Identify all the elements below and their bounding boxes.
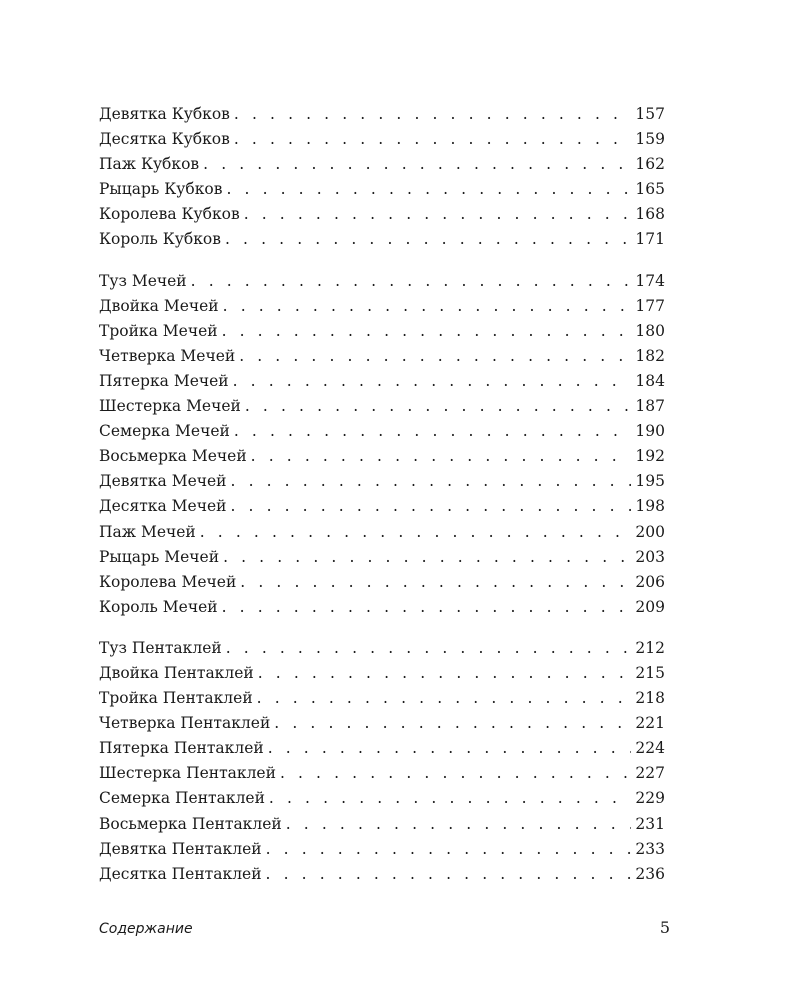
toc-entry-page: 203 (635, 547, 665, 566)
toc-entry-page: 233 (635, 839, 665, 858)
dot-leader (244, 202, 632, 227)
running-title: Содержание (99, 921, 193, 937)
toc-entry-title: Девятка Кубков (99, 105, 230, 123)
dot-leader (286, 812, 632, 837)
toc-entry-title: Десятка Мечей (99, 497, 227, 516)
dot-leader (266, 837, 632, 862)
page-footer (99, 918, 670, 937)
toc-entry-page: 198 (635, 497, 665, 516)
toc-entry-page: 174 (635, 271, 665, 290)
dot-leader (203, 152, 631, 177)
toc-entry-page: 159 (635, 130, 665, 149)
toc-entry-title: Десятка Пентаклей (99, 864, 262, 883)
toc-entry-title: Король Мечей (99, 597, 218, 616)
toc-entry-page: 229 (635, 789, 665, 808)
toc-entry-page: 184 (635, 371, 665, 390)
toc-entry[interactable] (99, 636, 665, 661)
dot-leader (231, 469, 632, 494)
toc-entry[interactable] (99, 102, 665, 127)
toc-entry-title: Двойка Мечей (99, 296, 219, 315)
toc-entry-page: 171 (635, 230, 665, 249)
toc-entry[interactable] (99, 862, 665, 887)
toc-entry-title: Тройка Мечей (99, 321, 218, 340)
toc-entry[interactable] (99, 520, 665, 545)
toc-entry-title: Рыцарь Мечей (99, 547, 220, 566)
dot-leader (223, 545, 631, 570)
toc-entry-page: 218 (635, 689, 665, 708)
toc-entry[interactable] (99, 202, 665, 227)
toc-entry-page: 236 (635, 864, 665, 883)
toc-group-swords (99, 269, 665, 620)
toc-entry[interactable] (99, 394, 665, 419)
toc-entry-page: 157 (635, 105, 665, 123)
dot-leader (268, 736, 632, 761)
dot-leader (258, 661, 632, 686)
dot-leader (240, 570, 631, 595)
dot-leader (266, 862, 632, 887)
toc-entry-title: Семерка Мечей (99, 422, 230, 441)
toc-entry[interactable] (99, 812, 665, 837)
dot-leader (234, 419, 632, 444)
toc-entry-title: Пятерка Пентаклей (99, 739, 264, 758)
toc-entry-page: 180 (635, 321, 665, 340)
toc-entry-title: Шестерка Мечей (99, 397, 241, 416)
dot-leader (200, 520, 632, 545)
dot-leader (191, 269, 632, 294)
toc-entry-title: Туз Мечей (99, 271, 187, 290)
toc-entry-page: 227 (635, 764, 665, 783)
toc-entry-page: 209 (635, 597, 665, 616)
toc-entry-title: Туз Пентаклей (99, 638, 222, 657)
toc-entry-page: 224 (635, 739, 665, 758)
toc-entry-title: Двойка Пентаклей (99, 663, 254, 682)
toc-entry[interactable] (99, 837, 665, 862)
dot-leader (269, 786, 631, 811)
dot-leader (239, 344, 631, 369)
toc-entry-title: Четверка Мечей (99, 346, 236, 365)
toc-entry-title: Королева Мечей (99, 572, 237, 591)
toc-group-pentacles (99, 636, 665, 887)
toc-entry-page: 221 (635, 714, 665, 733)
toc-entry[interactable] (99, 419, 665, 444)
toc-entry[interactable] (99, 761, 665, 786)
page-number: 5 (659, 918, 670, 937)
toc-entry[interactable] (99, 294, 665, 319)
table-of-contents (99, 102, 665, 887)
toc-entry[interactable] (99, 152, 665, 177)
toc-entry-page: 162 (635, 155, 665, 174)
dot-leader (222, 595, 632, 620)
toc-entry-title: Паж Кубков (99, 155, 200, 174)
toc-entry-page: 168 (635, 205, 665, 224)
dot-leader (280, 761, 631, 786)
toc-entry[interactable] (99, 494, 665, 519)
toc-entry-page: 192 (635, 447, 665, 466)
dot-leader (257, 686, 632, 711)
toc-entry[interactable] (99, 344, 665, 369)
dot-leader (234, 102, 632, 127)
toc-entry-title: Четверка Пентаклей (99, 714, 271, 733)
dot-leader (230, 494, 631, 519)
toc-entry-title: Шестерка Пентаклей (99, 764, 276, 783)
toc-entry[interactable] (99, 177, 665, 202)
dot-leader (274, 711, 631, 736)
toc-entry-page: 187 (635, 397, 665, 416)
toc-entry[interactable] (99, 269, 665, 294)
toc-entry-page: 190 (635, 422, 665, 441)
toc-entry-title: Король Кубков (99, 230, 221, 249)
toc-entry-title: Королева Кубков (99, 205, 240, 224)
toc-entry-page: 200 (635, 522, 665, 541)
dot-leader (245, 394, 632, 419)
toc-entry[interactable] (99, 227, 665, 252)
toc-entry[interactable] (99, 369, 665, 394)
toc-entry[interactable] (99, 127, 665, 152)
toc-entry-page: 215 (635, 663, 665, 682)
dot-leader (233, 369, 632, 394)
toc-entry[interactable] (99, 786, 665, 811)
toc-entry-title: Паж Мечей (99, 522, 196, 541)
toc-entry[interactable] (99, 469, 665, 494)
toc-entry[interactable] (99, 686, 665, 711)
toc-entry-page: 231 (635, 814, 665, 833)
toc-entry-title: Восьмерка Пентаклей (99, 814, 282, 833)
dot-leader (226, 177, 631, 202)
toc-entry-page: 195 (635, 472, 665, 491)
toc-entry[interactable] (99, 570, 665, 595)
dot-leader (223, 294, 632, 319)
toc-entry-title: Рыцарь Кубков (99, 180, 223, 199)
toc-entry-title: Пятерка Мечей (99, 371, 229, 390)
toc-entry-page: 212 (635, 638, 665, 657)
toc-entry-page: 182 (635, 346, 665, 365)
toc-entry-page: 177 (635, 296, 665, 315)
toc-entry[interactable] (99, 444, 665, 469)
dot-leader (251, 444, 632, 469)
toc-entry[interactable] (99, 595, 665, 620)
toc-group-cups (99, 102, 665, 253)
dot-leader (225, 227, 631, 252)
toc-entry-title: Девятка Мечей (99, 472, 227, 491)
toc-entry-page: 165 (635, 180, 665, 199)
toc-entry[interactable] (99, 736, 665, 761)
toc-entry[interactable] (99, 661, 665, 686)
toc-entry-page: 206 (635, 572, 665, 591)
dot-leader (234, 127, 632, 152)
toc-entry-title: Десятка Кубков (99, 130, 230, 149)
toc-entry[interactable] (99, 711, 665, 736)
toc-entry-title: Тройка Пентаклей (99, 689, 253, 708)
toc-entry-title: Восьмерка Мечей (99, 447, 247, 466)
dot-leader (226, 636, 632, 661)
toc-entry-title: Девятка Пентаклей (99, 839, 262, 858)
dot-leader (222, 319, 632, 344)
toc-entry-title: Семерка Пентаклей (99, 789, 265, 808)
toc-entry[interactable] (99, 545, 665, 570)
toc-entry[interactable] (99, 319, 665, 344)
